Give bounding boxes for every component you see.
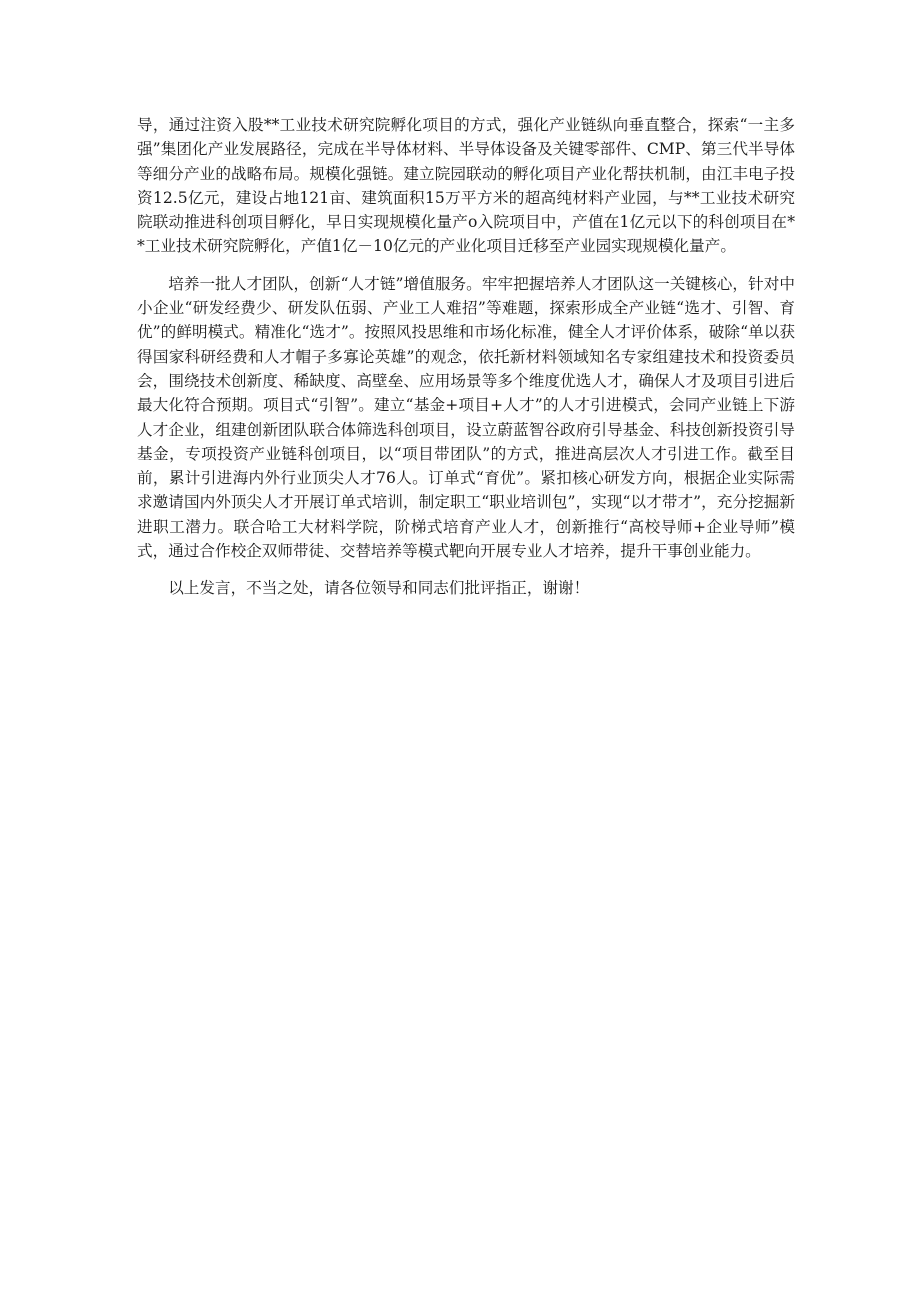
paragraph-talent-team: 培养一批人才团队，创新“人才链”增值服务。牢牢把握培养人才团队这一关键核心，针对中小企业“研发经费少、研发队伍弱、产业工人难招”等难题，探索形成全产业链“选才、引智、育优”的鲜明模式。精准化“选才”。按照风投思维和市场化标准，健全人才评价体系，破除“单以获得国家科研经费和人才帽子多寡论英雄”的观念，依托新材料领域知名专家组建技术和投资委员会，围绕技术创新度、稀缺度、高壁垒、应用场景等多个维度优选人才，确保人才及项目引进后最大化符合预期。项目式“引智”。建立“基金+项目+人才”的人才引进模式，会同产业链上下游人才企业，组建创新团队联合体筛选科创项目，设立蔚蓝智谷政府引导基金、科技创新投资引导基金，专项投资产业链科创项目，以“项目带团队”的方式，推进高层次人才引进工作。截至目前，累计引进海内外行业顶尖人才76人。订单式“育优”。紧扣核心研发方向，根据企业实际需求邀请国内外顶尖人才开展订单式培训，制定职工“职业培训包”，实现“以才带才”，充分挖掘新进职工潜力。联合哈工大材料学院，阶梯式培育产业人才，创新推行“高校导师+企业导师”模式，通过合作校企双师带徒、交替培养等模式靶向开展专业人才培养，提升干事创业能力。 bbox=[137, 274, 795, 561]
paragraph-incubation-continued: 导，通过注资入股**工业技术研究院孵化项目的方式，强化产业链纵向垂直整合，探索“一主多强”集团化产业发展路径，完成在半导体材料、半导体设备及关键零部件、CMP、第三代半导体等细分产业的战略布局。规模化强链。建立院园联动的孵化项目产业化帮扶机制，由江丰电子投资12.5亿元，建设占地121亩、建筑面积15万平方米的超高纯材料产业园，与**工业技术研究院联动推进科创项目孵化，早日实现规模化量产o入院项目中，产值在1亿元以下的科创项目在**工业技术研究院孵化，产值1亿－10亿元的产业化项目迁移至产业园实现规模化量产。 bbox=[137, 116, 795, 256]
document-body bbox=[137, 113, 795, 614]
paragraph-closing-remarks: 以上发言，不当之处，请各位领导和同志们批评指正，谢谢！ bbox=[168, 579, 590, 598]
